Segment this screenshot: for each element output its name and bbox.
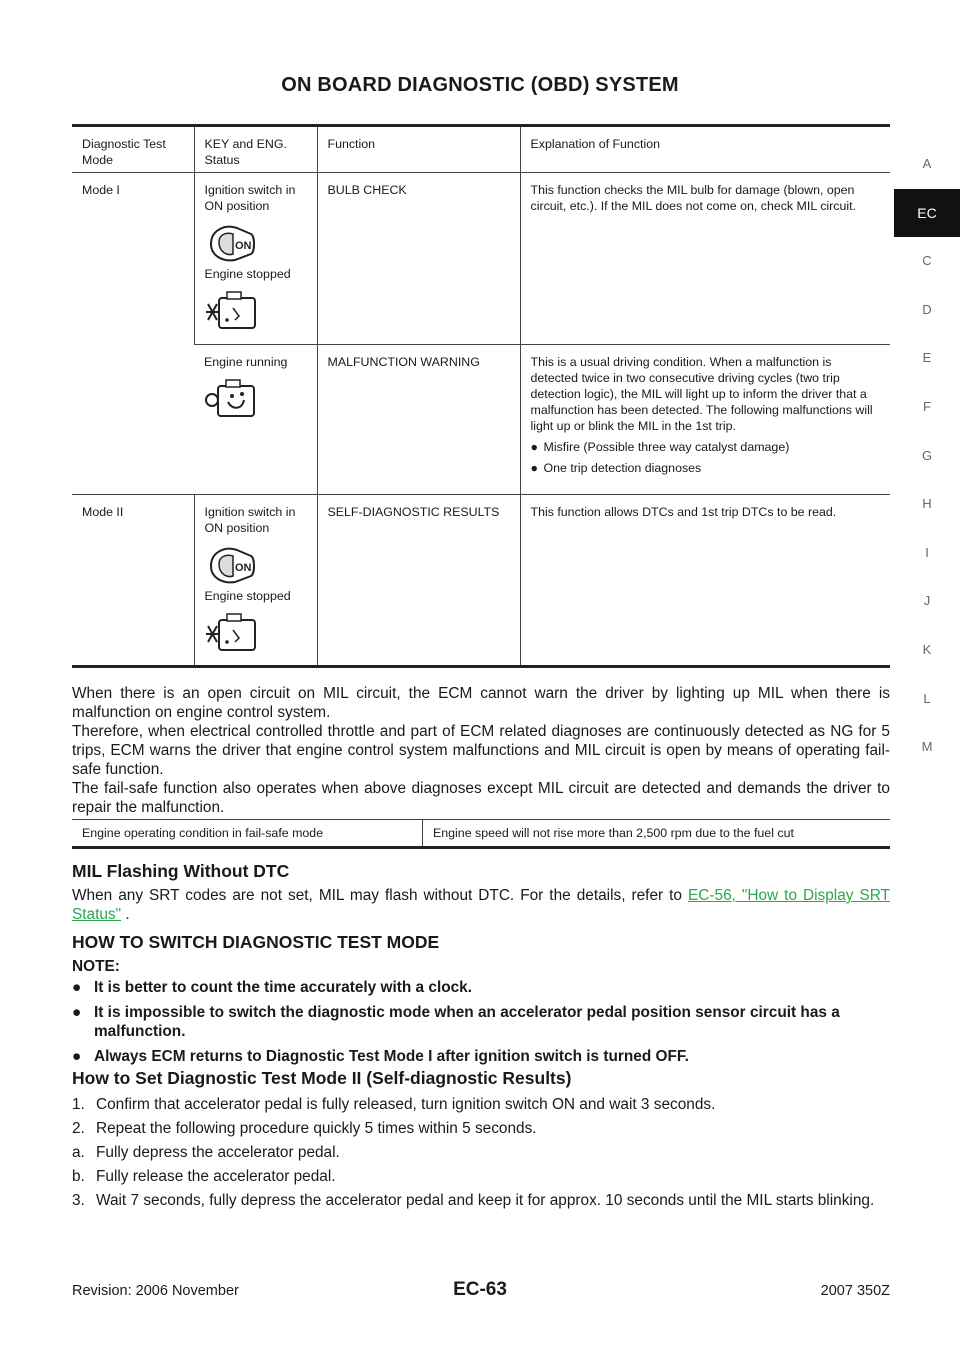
engine-stopped-icon <box>205 612 259 654</box>
bullet-icon: ● <box>530 461 538 475</box>
paragraph: . <box>121 906 130 923</box>
failsafe-result: Engine speed will not rise more than 2,500 rpm due to the fuel cut <box>423 820 891 848</box>
paragraph: Therefore, when electrical controlled throttle and part of ECM related diagnoses are continuously detected as NG for 5 trips, ECM warns the driver that engine control system malfunctions and MIL circuit is open by means of operating fail-safe function. <box>72 723 890 778</box>
status-text: Engine stopped <box>204 267 291 281</box>
step-item <box>72 1119 890 1138</box>
list-item <box>531 439 883 455</box>
section-index-item[interactable]: F <box>923 398 931 414</box>
section-heading: HOW TO SWITCH DIAGNOSTIC TEST MODE <box>72 932 440 952</box>
engine-running-icon <box>204 378 258 420</box>
footer-revision: Revision: 2006 November <box>72 1283 239 1299</box>
status-text: Engine running <box>204 355 288 369</box>
reference-link[interactable]: EC-56, "How to Display SRT Status" <box>72 887 890 923</box>
note-label: NOTE: <box>72 958 120 975</box>
status-text: Engine stopped <box>204 589 291 603</box>
diagnostic-mode-table-wrap <box>72 124 890 668</box>
status-cell <box>194 173 317 345</box>
svg-text:ON: ON <box>234 240 251 252</box>
step-number: 3. <box>72 1192 85 1209</box>
section-index-item[interactable]: I <box>925 544 929 560</box>
step-number: 1. <box>72 1096 85 1113</box>
section-index-item[interactable]: G <box>921 447 933 463</box>
step-item <box>72 1095 890 1114</box>
explanation-cell <box>520 345 890 495</box>
column-header: Function <box>317 126 520 173</box>
table-header-row <box>72 126 890 173</box>
section-heading: How to Set Diagnostic Test Mode II (Self-diagnostic Results) <box>72 1068 572 1088</box>
ignition-key-icon <box>205 222 257 262</box>
procedure-steps <box>72 1090 890 1210</box>
table-row <box>72 173 890 345</box>
step-item <box>72 1191 890 1210</box>
bullet-text: Misfire (Possible three way catalyst damage) <box>543 440 790 454</box>
ignition-key-icon <box>205 544 257 584</box>
step-number: b. <box>72 1168 85 1185</box>
list-item <box>531 460 883 476</box>
function-cell: BULB CHECK <box>317 173 520 345</box>
bullet-icon: ● <box>72 1004 82 1021</box>
step-number: 2. <box>72 1120 85 1137</box>
table-row <box>72 495 890 667</box>
bullet-text: One trip detection diagnoses <box>543 461 702 475</box>
section-index-item[interactable]: C <box>922 253 932 269</box>
explanation-cell: This function checks the MIL bulb for damage (blown, open circuit, etc.). If the MIL does not come on, check MIL circuit. <box>520 173 890 345</box>
bullet-icon: ● <box>530 440 538 454</box>
page-number: EC-63 <box>453 1279 507 1300</box>
step-text: Repeat the following procedure quickly 5 times within 5 seconds. <box>96 1120 537 1137</box>
function-cell: SELF-DIAGNOSTIC RESULTS <box>317 495 520 667</box>
paragraph: When any SRT codes are not set, MIL may flash without DTC. For the details, refer to <box>72 887 688 904</box>
explanation-cell: This function allows DTCs and 1st trip DTCs to be read. <box>520 495 890 667</box>
list-item <box>72 1047 890 1066</box>
column-header: Explanation of Function <box>520 126 890 173</box>
mode-cell: Mode I <box>82 183 120 197</box>
step-text: Fully release the accelerator pedal. <box>96 1168 336 1185</box>
bullet-icon: ● <box>72 1048 82 1065</box>
section-index-item-active[interactable]: EC <box>894 189 960 238</box>
section-index-item[interactable]: M <box>921 739 933 755</box>
bullet-icon: ● <box>72 979 82 996</box>
section-index-item[interactable]: E <box>922 350 932 366</box>
failsafe-condition: Engine operating condition in fail-safe mode <box>82 826 324 840</box>
status-text: Ignition switch in ON position <box>204 505 296 535</box>
list-item <box>72 978 890 997</box>
page-title: ON BOARD DIAGNOSTIC (OBD) SYSTEM <box>281 74 679 96</box>
note-text: It is impossible to switch the diagnostic mode when an accelerator pedal position sensor circuit has a malfunction. <box>94 1004 840 1040</box>
note-text: Always ECM returns to Diagnostic Test Mode I after ignition switch is turned OFF. <box>94 1048 689 1065</box>
failsafe-table <box>72 819 890 849</box>
paragraph: The fail-safe function also operates when above diagnoses except MIL circuit are detected and demands the driver to repair the malfunction. <box>72 780 890 816</box>
column-header: KEY and ENG. Status <box>194 126 317 173</box>
failsafe-table-wrap <box>72 819 890 849</box>
mil-flash-text <box>72 886 890 924</box>
table-row <box>72 345 890 495</box>
table-row <box>72 820 890 848</box>
step-text: Confirm that accelerator pedal is fully released, turn ignition switch ON and wait 3 seconds. <box>96 1096 716 1113</box>
list-item <box>72 1003 890 1041</box>
section-index <box>894 140 960 772</box>
status-cell <box>194 345 317 495</box>
status-text: Ignition switch in ON position <box>204 183 296 213</box>
explanation-text: This is a usual driving condition. When a malfunction is detected twice in two consecutive driving cycles (two trip detection logic), the MIL will light up to inform the driver that a malfunction has been detected. The following malfunctions will light up or blink the MIL in the 1st trip. <box>530 355 873 433</box>
svg-text:ON: ON <box>234 562 251 574</box>
column-header: Diagnostic Test Mode <box>82 137 166 167</box>
paragraph: When there is an open circuit on MIL circuit, the ECM cannot warn the driver by lighting up MIL when there is malfunction on engine control system. <box>72 685 890 721</box>
step-item <box>72 1143 890 1162</box>
failsafe-description <box>72 684 890 817</box>
footer-model: 2007 350Z <box>820 1283 890 1299</box>
function-cell: MALFUNCTION WARNING <box>317 345 520 495</box>
section-index-item[interactable]: L <box>923 690 931 706</box>
section-index-item[interactable]: K <box>922 641 932 657</box>
step-text: Fully depress the accelerator pedal. <box>96 1144 340 1161</box>
step-number: a. <box>72 1144 85 1161</box>
note-block <box>72 957 890 1066</box>
note-text: It is better to count the time accurately with a clock. <box>94 979 473 996</box>
section-index-item[interactable]: J <box>923 593 931 609</box>
diagnostic-mode-table <box>72 124 890 668</box>
mode-cell: Mode II <box>82 505 124 519</box>
engine-stopped-icon <box>205 290 259 332</box>
section-index-item[interactable]: D <box>922 301 932 317</box>
step-item <box>72 1167 890 1186</box>
status-cell <box>194 495 317 667</box>
section-heading: MIL Flashing Without DTC <box>72 861 290 881</box>
section-index-item[interactable]: A <box>922 156 932 171</box>
step-text: Wait 7 seconds, fully depress the accelerator pedal and keep it for approx. 10 seconds until the MIL starts blinking. <box>96 1192 875 1209</box>
section-index-item[interactable]: H <box>922 496 932 512</box>
